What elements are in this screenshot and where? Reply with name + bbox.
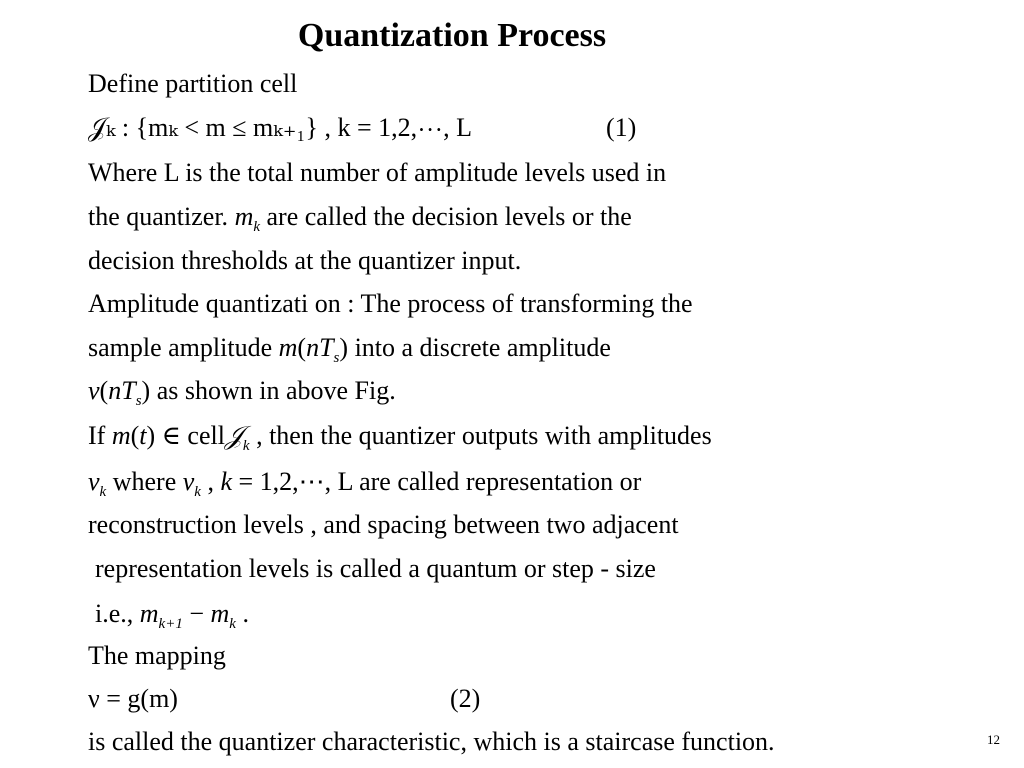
text-line-3: Where L is the total number of amplitude levels used in: [88, 158, 667, 187]
text-line-6: Amplitude quantizati on : The process of transforming the: [88, 289, 693, 318]
text-line-5: decision thresholds at the quantizer input.: [88, 246, 522, 275]
text-line-7b: into a discrete amplitude: [354, 333, 611, 362]
text-line-13a: i.e.,: [95, 599, 134, 628]
equation-2-number: (2): [450, 684, 481, 713]
text-line-10b: = 1,2,⋯, L are called representation or: [238, 467, 642, 496]
text-line-4: the quantizer. $m_k$ are called the decision levels or the: [88, 202, 632, 235]
text-line-9c: , then the quantizer outputs with amplitudes: [256, 421, 712, 450]
text-line-9: If m(t) ∈ cell𝒥$_k$ , then the quantizer outputs with amplitudes: [88, 421, 712, 454]
equation-1-number: (1): [606, 113, 637, 142]
equation-1-math: 𝒥ₖ : {mₖ < m ≤ mₖ₊₁} , k = 1,2,⋯, L: [88, 113, 473, 142]
text-line-14: The mapping: [88, 641, 226, 670]
text-line-12: representation levels is called a quantum or step - size: [95, 554, 656, 583]
equation-1: [88, 110, 472, 146]
text-line-13: i.e., $m_{k+1} - m_k$ .: [95, 599, 249, 632]
text-line-11: reconstruction levels , and spacing between two adjacent: [88, 510, 679, 539]
page-title: Quantization Process: [297, 17, 607, 54]
text-line-7: sample amplitude $m(nT_s)$ into a discrete amplitude: [88, 333, 611, 366]
text-line-10: $v_k$ where $v_k$ , k = 1,2,⋯, L are called representation or: [88, 467, 642, 500]
text-line-8b: as shown in above Fig.: [156, 376, 396, 405]
text-line-9a: If: [88, 421, 106, 450]
text-line-4b: are called the decision levels or the: [266, 202, 632, 231]
text-line-16: is called the quantizer characteristic, which is a staircase function.: [88, 727, 775, 756]
text-line-7a: sample amplitude: [88, 333, 273, 362]
equation-2: [88, 681, 178, 717]
text-line-8: $\nu(nT_s)$ as shown in above Fig.: [88, 376, 396, 409]
text-line-1: Define partition cell: [88, 69, 298, 98]
page-number: 12: [987, 732, 1000, 747]
text-line-4a: the quantizer.: [88, 202, 229, 231]
equation-2-math: ν = g(m): [88, 684, 178, 713]
text-line-10a: where: [112, 467, 177, 496]
text-line-9b: cell: [187, 421, 225, 450]
